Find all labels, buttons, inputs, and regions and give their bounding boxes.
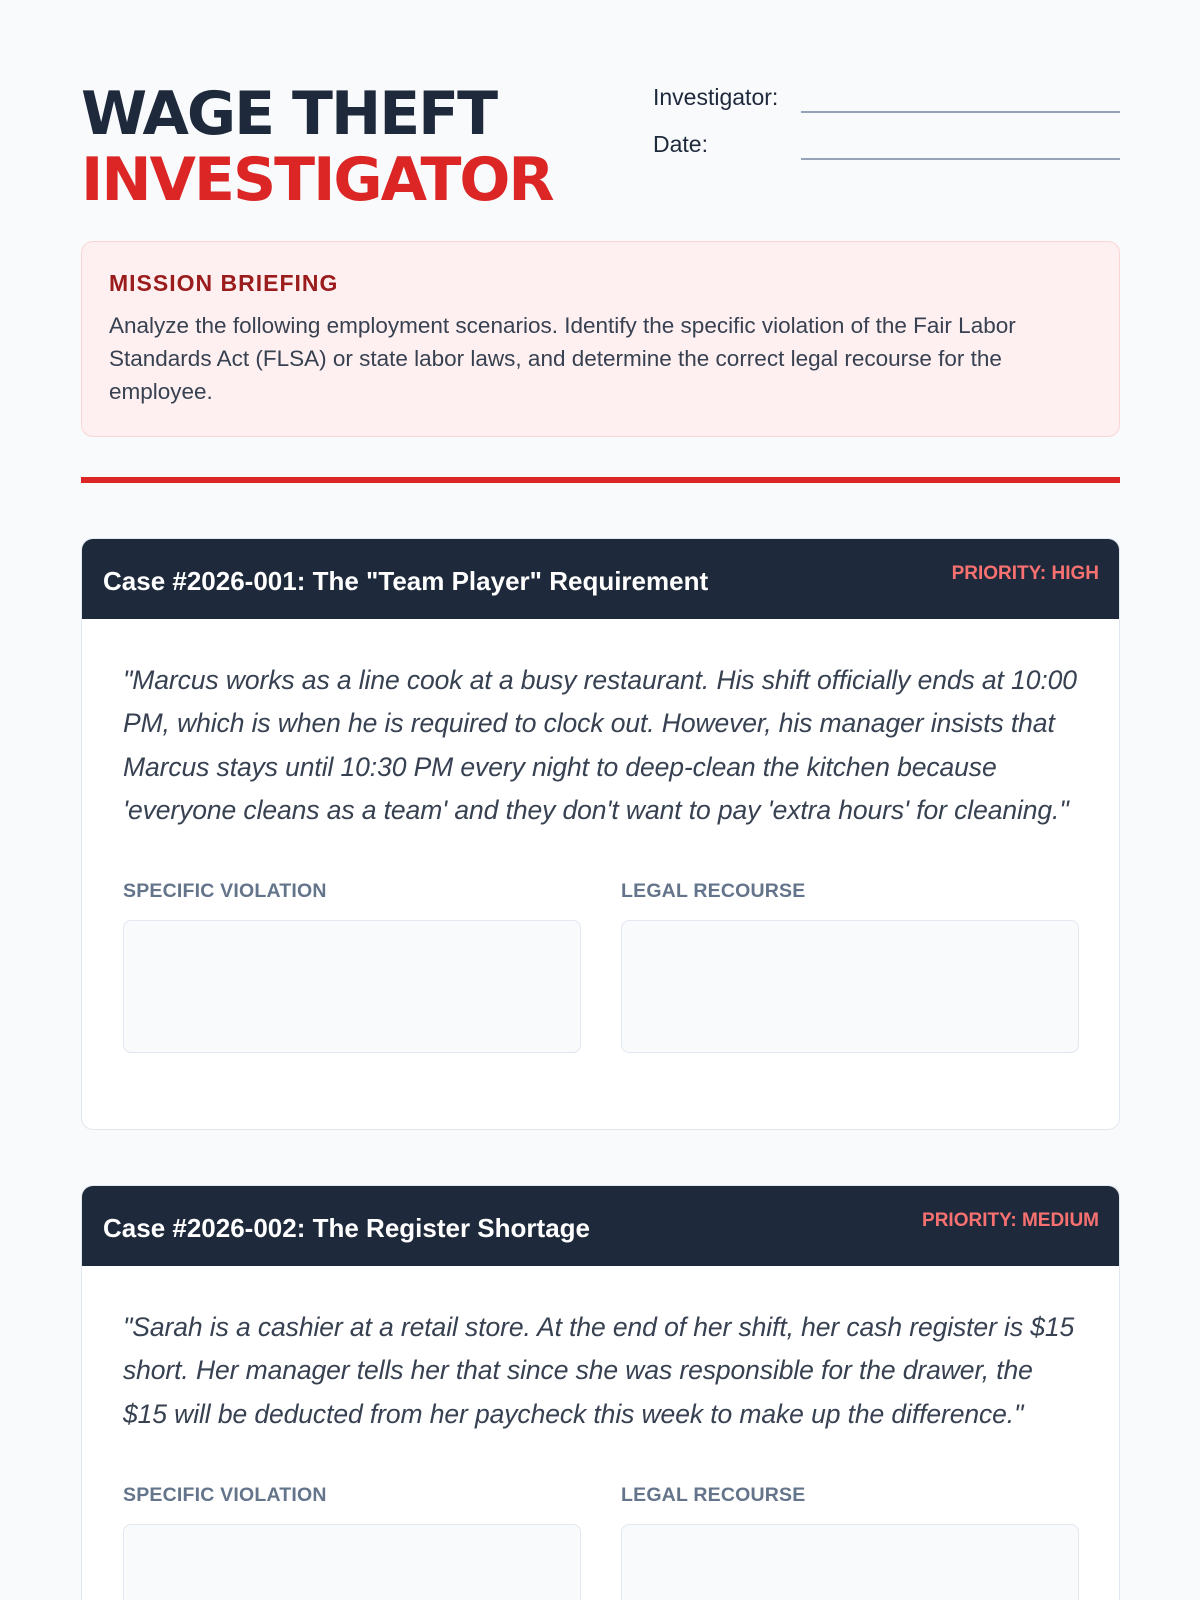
- case-body: [82, 619, 1119, 1060]
- violation-section: [123, 880, 581, 1053]
- violation-answer-box[interactable]: [123, 1524, 581, 1600]
- mission-briefing: [81, 241, 1120, 437]
- case-title: Case #2026-002: The Register Shortage: [103, 1213, 590, 1243]
- worksheet-page: [81, 0, 1120, 1506]
- violation-answer-box[interactable]: [123, 920, 581, 1053]
- date-label: Date:: [653, 131, 708, 157]
- case-header: [82, 1186, 1119, 1266]
- section-divider: [81, 477, 1120, 483]
- case-scenario: "Sarah is a cashier at a retail store. At the end of her shift, her cash register is $15 short. Her manager tells her that since she was responsible for the drawer, the $15 will be deducted from her paycheck this week to make up the difference.": [123, 1312, 1075, 1429]
- investigator-row: [653, 82, 1120, 129]
- case-body: [82, 1266, 1119, 1600]
- violation-label: SPECIFIC VIOLATION: [123, 880, 327, 903]
- recourse-answer-box[interactable]: [621, 920, 1079, 1053]
- answer-fields: [123, 1484, 1079, 1600]
- recourse-section: [621, 880, 1079, 1053]
- title-line-1: WAGE THEFT: [81, 79, 497, 149]
- date-row: [653, 129, 1120, 176]
- investigator-label: Investigator:: [653, 84, 779, 110]
- violation-label: SPECIFIC VIOLATION: [123, 1483, 327, 1506]
- investigator-field[interactable]: [801, 111, 1120, 113]
- priority-badge: PRIORITY: HIGH: [951, 563, 1099, 584]
- recourse-label: LEGAL RECOURSE: [621, 1483, 806, 1506]
- case-card: [81, 538, 1120, 1130]
- priority-badge: PRIORITY: MEDIUM: [922, 1210, 1099, 1231]
- meta-fields: [653, 82, 1120, 176]
- case-card: [81, 1185, 1120, 1600]
- title-line-2: INVESTIGATOR: [81, 145, 553, 215]
- recourse-label: LEGAL RECOURSE: [621, 880, 806, 903]
- case-header: [82, 539, 1119, 619]
- case-title: Case #2026-001: The "Team Player" Requirement: [103, 566, 709, 596]
- recourse-section: [621, 1484, 1079, 1600]
- briefing-title: MISSION BRIEFING: [109, 270, 339, 296]
- answer-fields: [123, 880, 1079, 1060]
- violation-section: [123, 1484, 581, 1600]
- date-field[interactable]: [801, 158, 1120, 160]
- worksheet-header: [81, 0, 1120, 240]
- case-scenario: "Marcus works as a line cook at a busy restaurant. His shift officially ends at 10:00 PM, which is when he is required to clock out. However, his manager insists that Marcus stays until 10:30 PM every night to deep-clean the kitchen because 'everyone cleans as a team' and they don't want to pay 'extra hours' for cleaning.": [123, 665, 1077, 825]
- briefing-text: Analyze the following employment scenarios. Identify the specific violation of the Fair Labor Standards Act (FLSA) or state labor laws, and determine the correct legal recourse for the employee.: [109, 313, 1016, 404]
- recourse-answer-box[interactable]: [621, 1524, 1079, 1600]
